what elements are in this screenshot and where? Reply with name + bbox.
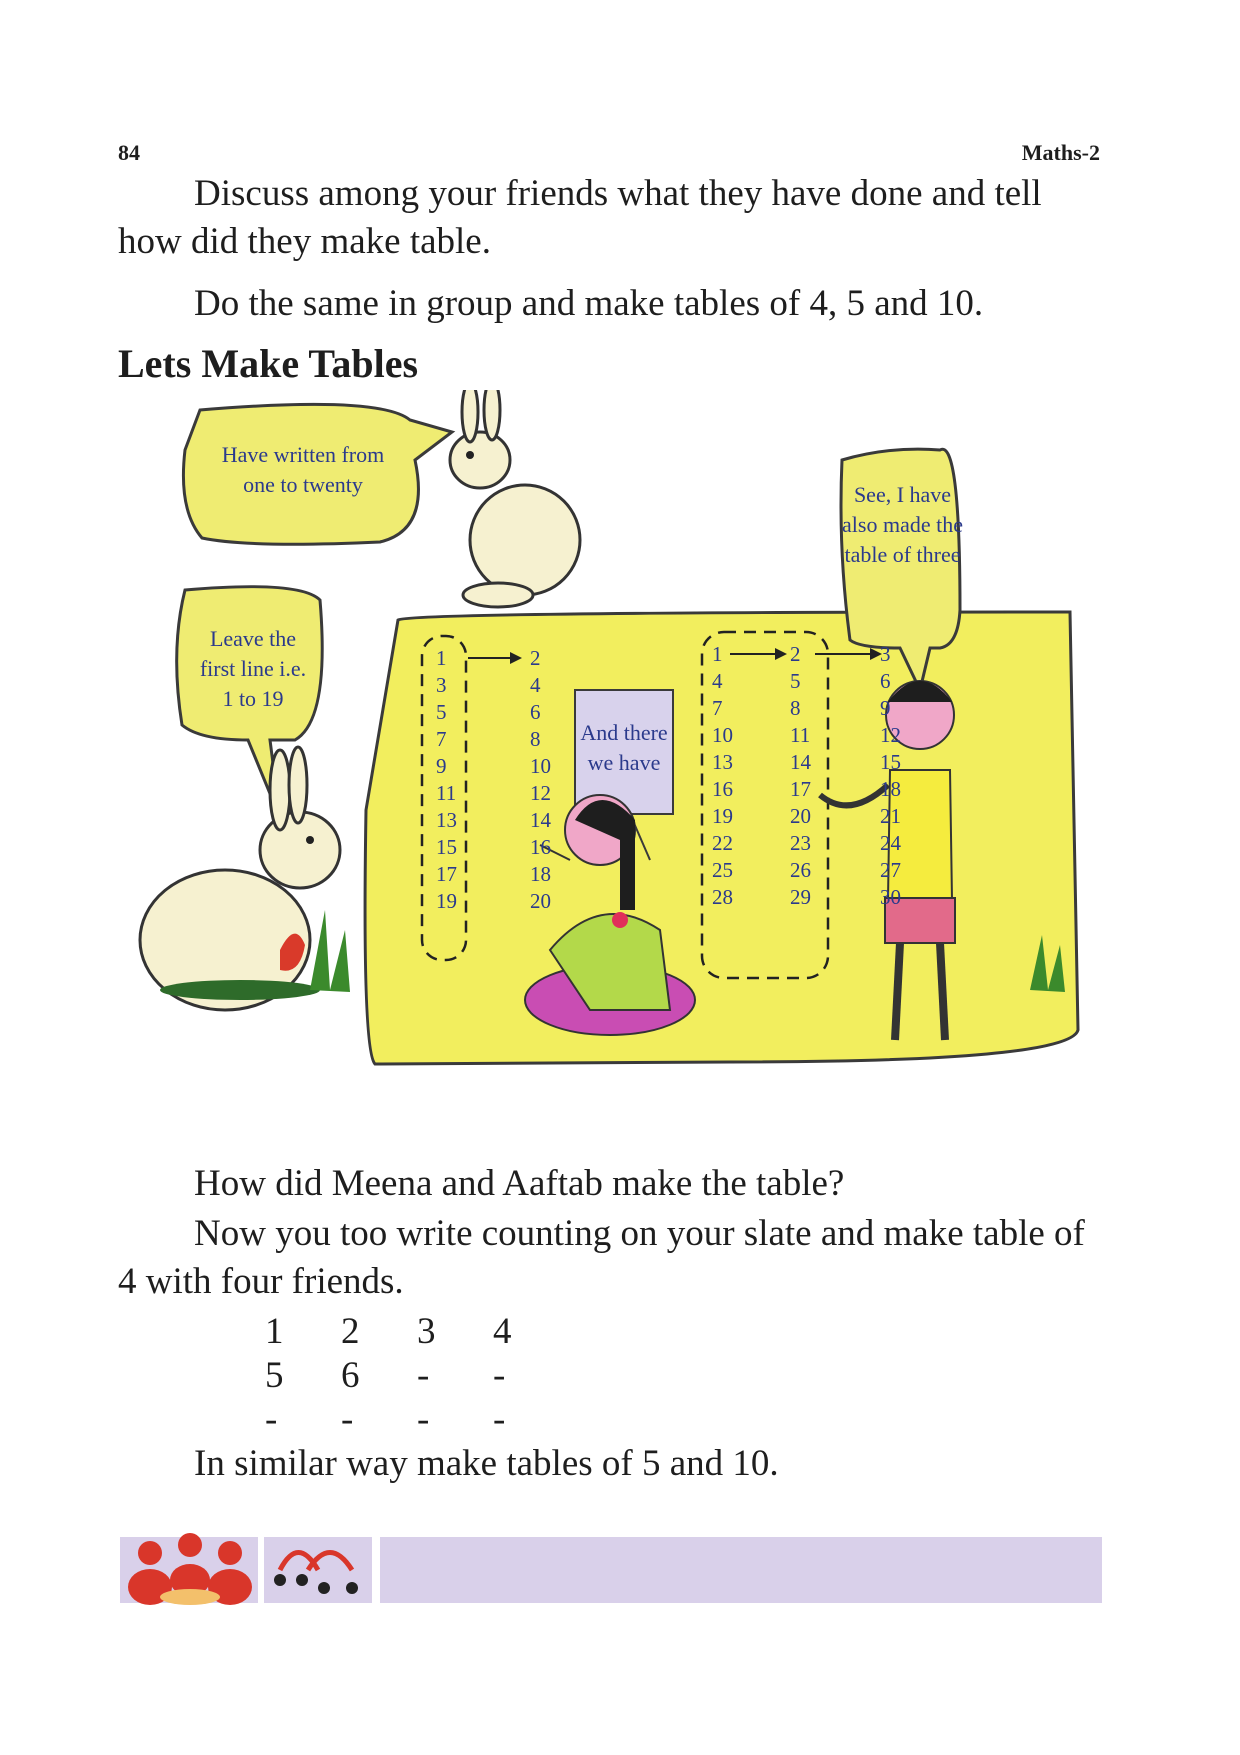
number-cell: 27 (880, 858, 901, 882)
paragraph-question: How did Meena and Aaftab make the table? (194, 1163, 845, 1204)
number-cell: 1 (712, 642, 723, 666)
bubble-text-right (840, 480, 965, 570)
number-cell: 9 (436, 754, 447, 778)
bubble-text-left (178, 624, 328, 714)
section-heading: Lets Make Tables (118, 341, 419, 386)
page-number: 84 (118, 140, 140, 165)
table-cell: - (493, 1399, 506, 1440)
number-cell: 19 (436, 889, 457, 913)
table-cell: - (417, 1355, 430, 1396)
table-of-four (265, 1310, 569, 1442)
group-activity-icon (120, 1525, 260, 1615)
number-cell: 6 (530, 700, 541, 724)
number-cell: 13 (436, 808, 457, 832)
bubble-line: 1 to 19 (222, 686, 284, 711)
number-cell: 11 (436, 781, 457, 805)
number-cell: 21 (880, 804, 901, 828)
number-cell: 5 (790, 669, 801, 693)
number-cell: 16 (712, 777, 733, 801)
column-table3-third (880, 642, 901, 912)
bubble-line: Leave the (209, 626, 297, 651)
number-cell: 12 (530, 781, 551, 805)
number-cell: 11 (790, 723, 811, 747)
number-cell: 17 (790, 777, 811, 801)
number-cell: 6 (880, 669, 891, 693)
number-cell: 2 (530, 646, 541, 670)
number-cell: 10 (530, 754, 551, 778)
number-cell: 30 (880, 885, 901, 909)
illustration (130, 390, 1090, 1150)
bubble-line: also made the (842, 512, 963, 537)
book-title: Maths-2 (1021, 140, 1100, 165)
number-cell: 28 (712, 885, 733, 909)
number-cell: 19 (712, 804, 733, 828)
table-cell: - (265, 1399, 278, 1440)
number-cell: 20 (790, 804, 811, 828)
note-line: we have (587, 750, 661, 775)
number-cell: 4 (530, 673, 541, 697)
column-table3-first (712, 642, 733, 912)
bubble-line: one to twenty (243, 472, 363, 497)
number-cell: 3 (880, 642, 891, 666)
number-cell: 22 (712, 831, 733, 855)
number-cell: 20 (530, 889, 551, 913)
paragraph-discuss: Discuss among your friends what they have done and tell how did they make table. (118, 173, 1042, 262)
number-cell: 16 (530, 835, 551, 859)
number-cell: 10 (712, 723, 733, 747)
table-cell: 3 (417, 1311, 436, 1352)
table-cell: 5 (265, 1355, 284, 1396)
bubble-line: first line i.e. (199, 656, 307, 681)
table-cell: - (417, 1399, 430, 1440)
number-cell: 9 (880, 696, 891, 720)
number-cell: 8 (790, 696, 801, 720)
column-even-numbers (530, 646, 551, 916)
number-cell: 14 (530, 808, 551, 832)
table-cell: 4 (493, 1311, 512, 1352)
number-cell: 23 (790, 831, 811, 855)
rabbit-top (450, 390, 580, 607)
footer-divider (372, 1537, 380, 1603)
number-cell: 18 (530, 862, 551, 886)
counting-arrows-icon (268, 1530, 372, 1600)
number-cell: 13 (712, 750, 733, 774)
number-cell: 15 (880, 750, 901, 774)
number-cell: 1 (436, 646, 447, 670)
paragraph-slate: Now you too write counting on your slate and make table of 4 with four friends. (118, 1213, 1085, 1302)
number-cell: 18 (880, 777, 901, 801)
note-line: And there (580, 720, 668, 745)
number-cell: 4 (712, 669, 723, 693)
table-cell: 6 (341, 1355, 360, 1396)
bubble-text-top-left (198, 440, 408, 500)
bubble-line: table of three (844, 542, 961, 567)
rabbit-left (140, 747, 340, 1010)
table-cell: 1 (265, 1311, 284, 1352)
paragraph-similar: In similar way make tables of 5 and 10. (194, 1443, 779, 1484)
note-box-text (575, 718, 673, 778)
table-row (265, 1310, 569, 1354)
number-cell: 26 (790, 858, 811, 882)
number-cell: 25 (712, 858, 733, 882)
table-cell: 2 (341, 1311, 360, 1352)
grass-left (310, 910, 350, 992)
number-cell: 14 (790, 750, 811, 774)
number-cell: 12 (880, 723, 901, 747)
number-cell: 8 (530, 727, 541, 751)
column-odd-numbers (436, 646, 457, 916)
table-cell: - (341, 1399, 354, 1440)
number-cell: 7 (436, 727, 447, 751)
number-cell: 2 (790, 642, 801, 666)
number-cell: 29 (790, 885, 811, 909)
paragraph-group-tables: Do the same in group and make tables of 4, 5 and 10. (194, 283, 984, 324)
number-cell: 24 (880, 831, 901, 855)
number-cell: 5 (436, 700, 447, 724)
number-cell: 15 (436, 835, 457, 859)
number-cell: 17 (436, 862, 457, 886)
bubble-line: See, I have (853, 482, 952, 507)
table-cell: - (493, 1355, 506, 1396)
number-cell: 3 (436, 673, 447, 697)
number-cell: 7 (712, 696, 723, 720)
table-row (265, 1354, 569, 1398)
bubble-line: Have written from (221, 442, 385, 467)
column-table3-second (790, 642, 811, 912)
table-row (265, 1398, 569, 1442)
